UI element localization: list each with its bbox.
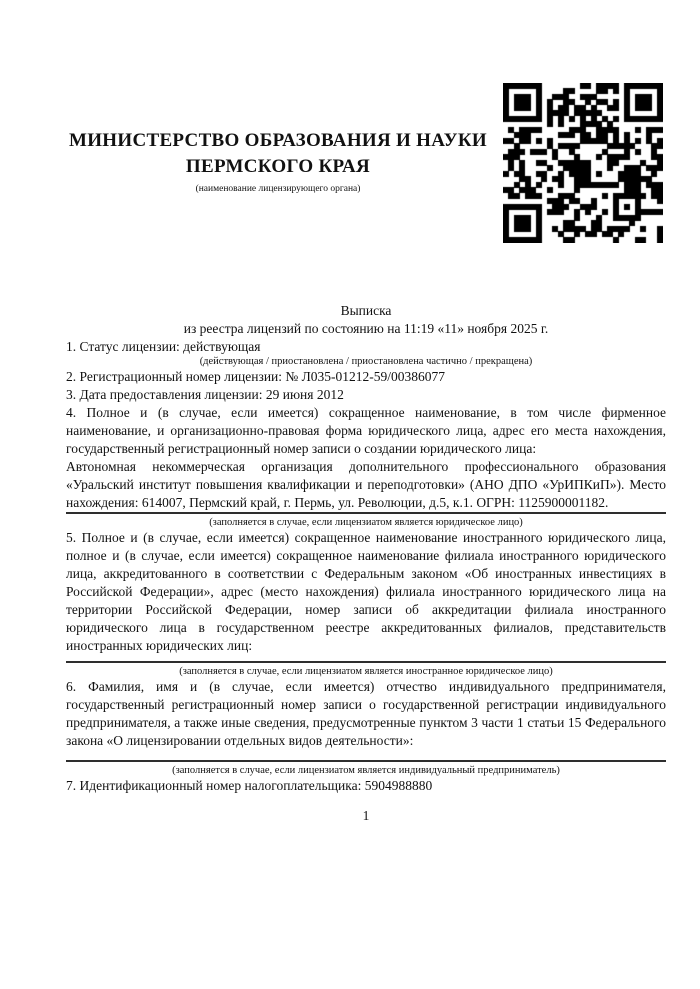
document-body — [66, 0, 666, 825]
item-5-note: (заполняется в случае, если лицензиатом является иностранное юридическое лицо) — [179, 666, 553, 677]
item-5-blank-field-line — [66, 661, 666, 663]
document-title-block — [66, 302, 666, 338]
document-subtitle: из реестра лицензий по состоянию на 11:19 «11» ноября 2025 г. — [183, 321, 549, 336]
item-1-note: (действующая / приостановлена / приостановлена частично / прекращена) — [199, 356, 533, 367]
item-7-taxpayer-number: 7. Идентификационный номер налогоплательщика: 5904988880 — [66, 778, 433, 793]
item-1-license-status: 1. Статус лицензии: действующая — [66, 339, 261, 354]
item-2-registration-number: 2. Регистрационный номер лицензии: № Л035-01212-59/00386077 — [66, 369, 446, 384]
item-4-legal-entity-label: 4. Полное и (в случае, если имеется) сокращенное наименование, в том числе фирменное наименование, и организационно-правовая форма юридического лица, адрес его места нахождения, государственный регистрационный номер записи о создании юридического лица: — [66, 405, 666, 456]
item-5-foreign-entity-label: 5. Полное и (в случае, если имеется) сокращенное наименование иностранного юридического лица, полное и (в случае, если имеется) сокращенное наименование филиала иностранного юридического лица, аккредитованного в соответствии с Федеральным законом «Об иностранных инвестициях в Российской Федерации», адрес (место нахождения) филиала иностранного юридического лица на территории Российской Федерации, номер записи об аккредитации филиала иностранного юридического лица в государственном реестре аккредитованных филиалов, представительств иностранных юридических лиц: — [66, 530, 666, 653]
authority-name-line2: ПЕРМСКОГО КРАЯ — [185, 156, 371, 177]
item-3-license-date: 3. Дата предоставления лицензии: 29 июня 2012 — [66, 387, 344, 402]
item-6-entrepreneur-label: 6. Фамилия, имя и (в случае, если имеется) отчество индивидуального предпринимателя, государственный регистрационный номер записи о государственной регистрации индивидуального предпринимателя, а также иные сведения, предусмотренные пунктом 3 части 1 статьи 15 Федерального закона «О лицензировании отдельных видов деятельности»: — [66, 679, 666, 748]
item-4-note: (заполняется в случае, если лицензиатом является юридическое лицо) — [209, 517, 523, 528]
document-title: Выписка — [340, 303, 392, 318]
item-6-blank-field-line — [66, 760, 666, 762]
item-6-note: (заполняется в случае, если лицензиатом является индивидуальный предприниматель) — [172, 765, 560, 776]
item-4-legal-entity-value: Автономная некоммерческая организация дополнительного профессионального образования «Уральский институт повышения квалификации и переподготовки» (АНО ДПО «УрИПКиП»). Место нахождения: 614007, Пермский край, г. Пермь, ул. Революции, д.5, к.1. ОГРН: 1125900001182. — [66, 458, 666, 514]
authority-caption: (наименование лицензирующего органа) — [195, 184, 361, 194]
authority-name-line1: МИНИСТЕРСТВО ОБРАЗОВАНИЯ И НАУКИ — [68, 130, 488, 151]
page-number: 1 — [362, 808, 370, 823]
